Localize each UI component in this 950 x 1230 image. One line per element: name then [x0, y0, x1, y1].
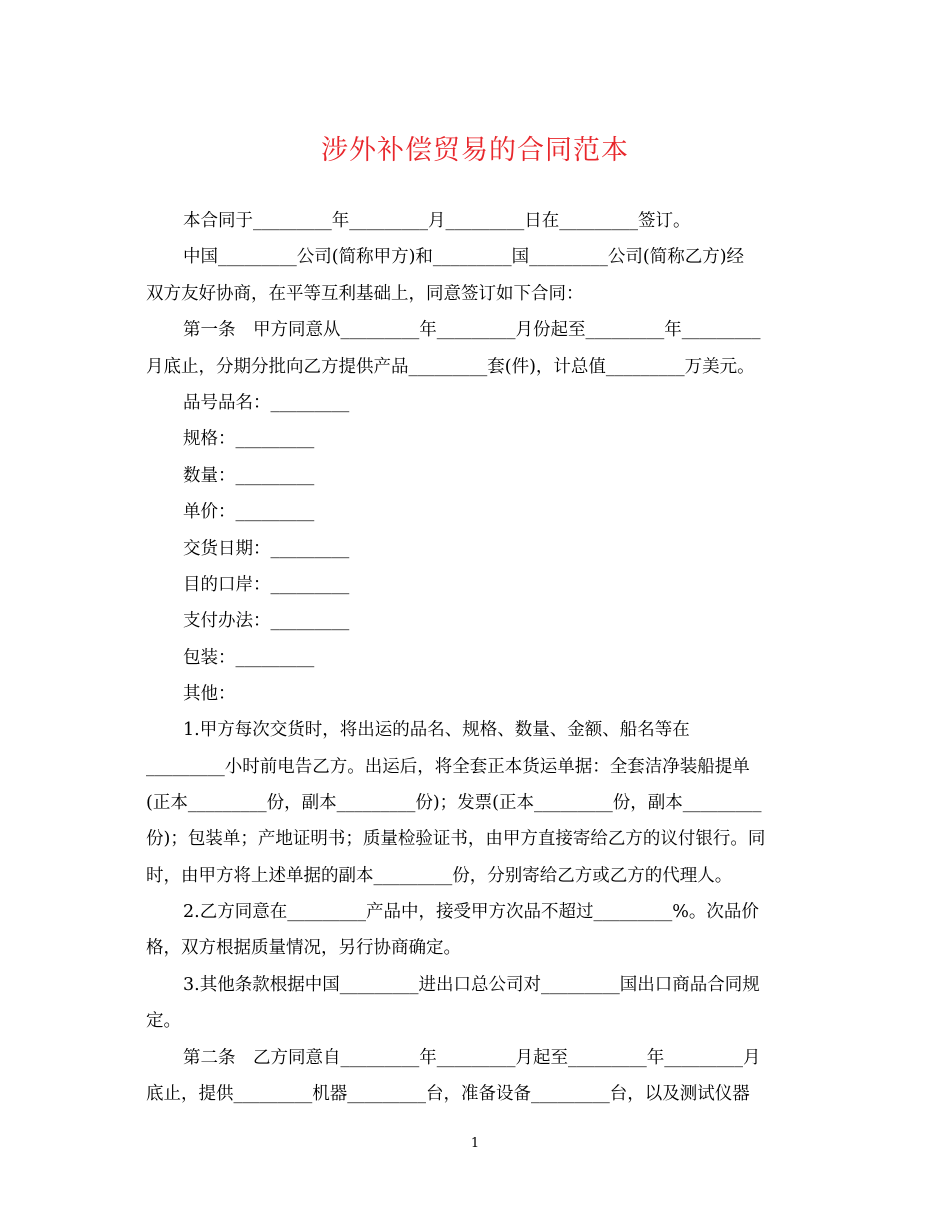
body-line: 时，由甲方将上述单据的副本_________份，分别寄给乙方或乙方的代理人。 — [146, 866, 733, 886]
body-line: 底止，提供_________机器_________台，准备设备_________台，以及测试仪器 — [146, 1084, 750, 1104]
body-line: 包装：_________ — [183, 648, 315, 668]
body-line: 月底止，分期分批向乙方提供产品_________套(件)，计总值_________万美元。 — [146, 357, 755, 377]
body-line: 数量：_________ — [183, 466, 315, 486]
body-line: 规格：_________ — [183, 429, 315, 449]
body-line: 双方友好协商，在平等互利基础上，同意签订如下合同： — [146, 284, 584, 304]
body-line: 单价：_________ — [183, 502, 315, 522]
body-line: 格，双方根据质量情况，另行协商确定。 — [146, 938, 461, 958]
body-line: 定。 — [146, 1011, 181, 1031]
body-line: 份)；包装单；产地证明书；质量检验证书，由甲方直接寄给乙方的议付银行。同 — [146, 829, 766, 849]
body-line: 1.甲方每次交货时，将出运的品名、规格、数量、金额、船名等在 — [183, 720, 690, 740]
document-title: 涉外补偿贸易的合同范本 — [321, 135, 629, 166]
body-line: _________小时前电告乙方。出运后，将全套正本货运单据：全套洁净装船提单 — [146, 757, 750, 777]
body-line: 第一条 甲方同意从_________年_________月份起至_________年_________ — [183, 320, 761, 340]
page-number: 1 — [470, 1136, 480, 1151]
body-line: 第二条 乙方同意自_________年_________月起至_________年_________月 — [183, 1048, 761, 1068]
body-line: 支付办法：_________ — [183, 611, 350, 631]
body-line: 品号品名：_________ — [183, 393, 350, 413]
body-line: 目的口岸：_________ — [183, 575, 350, 595]
body-line: 本合同于_________年_________月_________日在_________签订。 — [183, 211, 691, 231]
body-line: 2.乙方同意在_________产品中，接受甲方次品不超过_________%。次品价 — [183, 902, 759, 922]
body-line: 3.其他条款根据中国_________进出口总公司对_________国出口商品合同规 — [183, 975, 760, 995]
body-line: 交货日期：_________ — [183, 539, 350, 559]
body-line: 其他： — [183, 684, 236, 704]
body-line: (正本_________份，副本_________份)；发票(正本_________份，副本_________ — [146, 793, 762, 813]
body-line: 中国_________公司(简称甲方)和_________国_________公司(简称乙方)经 — [183, 247, 745, 267]
